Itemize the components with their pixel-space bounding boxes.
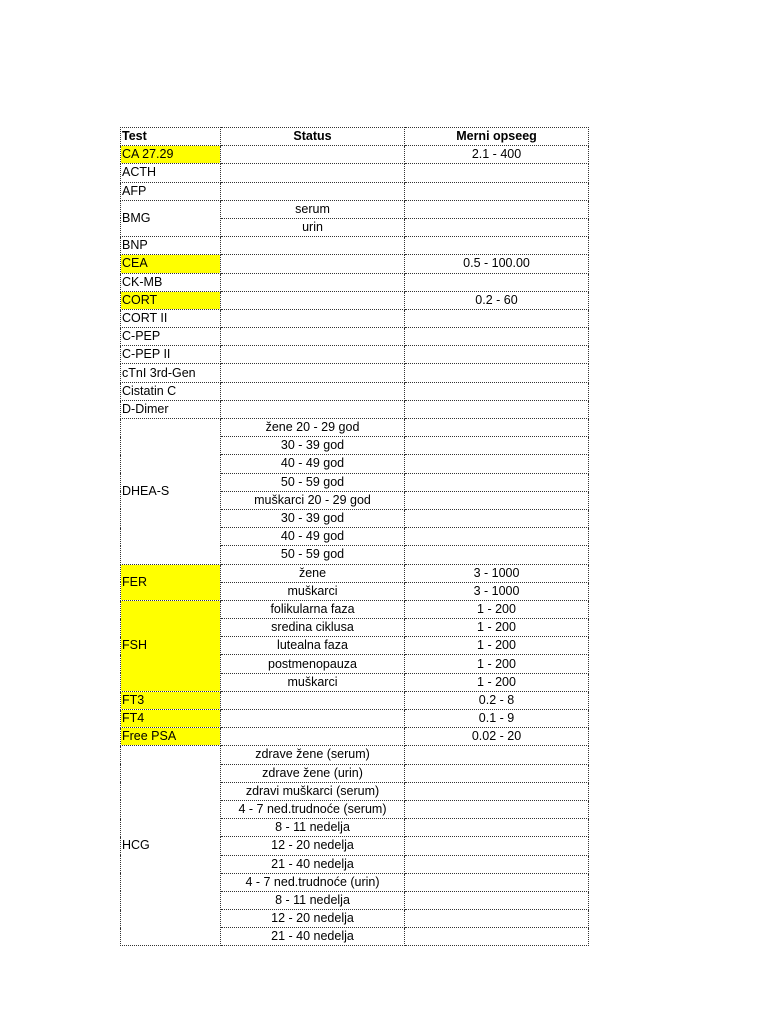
test-name-cell: CA 27.29 — [121, 146, 221, 164]
status-cell — [221, 728, 405, 746]
status-cell — [221, 146, 405, 164]
status-cell: zdravi muškarci (serum) — [221, 782, 405, 800]
range-cell — [405, 182, 589, 200]
test-name-cell: DHEA-S — [121, 419, 221, 565]
range-cell — [405, 400, 589, 418]
reference-range-table — [120, 127, 589, 946]
test-name-cell: AFP — [121, 182, 221, 200]
status-cell: 21 - 40 nedelja — [221, 855, 405, 873]
range-cell: 3 - 1000 — [405, 582, 589, 600]
status-cell: urin — [221, 218, 405, 236]
status-cell — [221, 309, 405, 327]
table-row — [121, 564, 589, 582]
table-row — [121, 691, 589, 709]
range-cell — [405, 218, 589, 236]
range-cell — [405, 328, 589, 346]
range-cell: 0.1 - 9 — [405, 710, 589, 728]
table-row — [121, 309, 589, 327]
range-cell — [405, 928, 589, 946]
range-cell — [405, 273, 589, 291]
status-cell — [221, 182, 405, 200]
header-test: Test — [121, 128, 221, 146]
table-row — [121, 382, 589, 400]
status-cell: 30 - 39 god — [221, 437, 405, 455]
status-cell — [221, 291, 405, 309]
status-cell: lutealna faza — [221, 637, 405, 655]
status-cell — [221, 255, 405, 273]
table-row — [121, 182, 589, 200]
test-name-cell: C-PEP II — [121, 346, 221, 364]
range-cell — [405, 346, 589, 364]
test-name-cell: C-PEP — [121, 328, 221, 346]
test-name-cell: HCG — [121, 746, 221, 946]
status-cell: 50 - 59 god — [221, 473, 405, 491]
table-row — [121, 710, 589, 728]
table-row — [121, 600, 589, 618]
test-name-cell: BMG — [121, 200, 221, 236]
table-row — [121, 200, 589, 218]
status-cell: 4 - 7 ned.trudnoće (serum) — [221, 800, 405, 818]
table-row — [121, 400, 589, 418]
header-row — [121, 128, 589, 146]
status-cell: 40 - 49 god — [221, 528, 405, 546]
status-cell: žene — [221, 564, 405, 582]
status-cell: 8 - 11 nedelja — [221, 891, 405, 909]
status-cell: 4 - 7 ned.trudnoće (urin) — [221, 873, 405, 891]
status-cell: 40 - 49 god — [221, 455, 405, 473]
table-row — [121, 328, 589, 346]
status-cell: 30 - 39 god — [221, 509, 405, 527]
test-name-cell: FSH — [121, 600, 221, 691]
table-row — [121, 255, 589, 273]
status-cell: postmenopauza — [221, 655, 405, 673]
header-range: Merni opseeg — [405, 128, 589, 146]
range-cell — [405, 746, 589, 764]
status-cell — [221, 400, 405, 418]
status-cell — [221, 237, 405, 255]
status-cell: serum — [221, 200, 405, 218]
range-cell — [405, 764, 589, 782]
range-cell — [405, 873, 589, 891]
range-cell — [405, 309, 589, 327]
range-cell — [405, 473, 589, 491]
status-cell — [221, 710, 405, 728]
range-cell — [405, 164, 589, 182]
status-cell: zdrave žene (serum) — [221, 746, 405, 764]
test-name-cell: ACTH — [121, 164, 221, 182]
status-cell — [221, 382, 405, 400]
range-cell — [405, 528, 589, 546]
range-cell — [405, 910, 589, 928]
range-cell — [405, 782, 589, 800]
table-row — [121, 346, 589, 364]
table-row — [121, 164, 589, 182]
range-cell: 0.2 - 60 — [405, 291, 589, 309]
table-row — [121, 364, 589, 382]
table-row — [121, 728, 589, 746]
range-cell — [405, 364, 589, 382]
status-cell: sredina ciklusa — [221, 619, 405, 637]
status-cell — [221, 273, 405, 291]
status-cell: zdrave žene (urin) — [221, 764, 405, 782]
test-name-cell: cTnI 3rd-Gen — [121, 364, 221, 382]
range-cell: 2.1 - 400 — [405, 146, 589, 164]
test-name-cell: Free PSA — [121, 728, 221, 746]
test-name-cell: FER — [121, 564, 221, 600]
status-cell: 50 - 59 god — [221, 546, 405, 564]
range-cell: 1 - 200 — [405, 619, 589, 637]
range-cell — [405, 891, 589, 909]
status-cell — [221, 328, 405, 346]
range-cell — [405, 837, 589, 855]
test-name-cell: FT4 — [121, 710, 221, 728]
test-name-cell: CORT — [121, 291, 221, 309]
status-cell: 12 - 20 nedelja — [221, 837, 405, 855]
test-name-cell: CK-MB — [121, 273, 221, 291]
test-name-cell: CORT II — [121, 309, 221, 327]
table-row — [121, 146, 589, 164]
status-cell: 21 - 40 nedelja — [221, 928, 405, 946]
status-cell: muškarci — [221, 673, 405, 691]
range-cell — [405, 491, 589, 509]
range-cell: 1 - 200 — [405, 655, 589, 673]
status-cell: muškarci — [221, 582, 405, 600]
table-row — [121, 419, 589, 437]
status-cell: 12 - 20 nedelja — [221, 910, 405, 928]
range-cell: 1 - 200 — [405, 600, 589, 618]
table-row — [121, 746, 589, 764]
status-cell — [221, 164, 405, 182]
status-cell: žene 20 - 29 god — [221, 419, 405, 437]
range-cell — [405, 200, 589, 218]
status-cell: 8 - 11 nedelja — [221, 819, 405, 837]
test-name-cell: Cistatin C — [121, 382, 221, 400]
test-name-cell: BNP — [121, 237, 221, 255]
range-cell: 0.02 - 20 — [405, 728, 589, 746]
range-cell — [405, 419, 589, 437]
range-cell: 1 - 200 — [405, 637, 589, 655]
range-cell: 3 - 1000 — [405, 564, 589, 582]
range-cell — [405, 237, 589, 255]
table-row — [121, 291, 589, 309]
test-name-cell: FT3 — [121, 691, 221, 709]
range-cell — [405, 855, 589, 873]
range-cell: 0.2 - 8 — [405, 691, 589, 709]
range-cell: 0.5 - 100.00 — [405, 255, 589, 273]
range-cell — [405, 509, 589, 527]
range-cell — [405, 819, 589, 837]
table-row — [121, 273, 589, 291]
header-status: Status — [221, 128, 405, 146]
range-cell — [405, 455, 589, 473]
test-name-cell: D-Dimer — [121, 400, 221, 418]
status-cell — [221, 346, 405, 364]
status-cell: folikularna faza — [221, 600, 405, 618]
table-row — [121, 237, 589, 255]
range-cell — [405, 800, 589, 818]
range-cell — [405, 437, 589, 455]
range-cell — [405, 382, 589, 400]
range-cell: 1 - 200 — [405, 673, 589, 691]
table-body — [121, 146, 589, 946]
status-cell — [221, 364, 405, 382]
status-cell: muškarci 20 - 29 god — [221, 491, 405, 509]
status-cell — [221, 691, 405, 709]
range-cell — [405, 546, 589, 564]
test-name-cell: CEA — [121, 255, 221, 273]
